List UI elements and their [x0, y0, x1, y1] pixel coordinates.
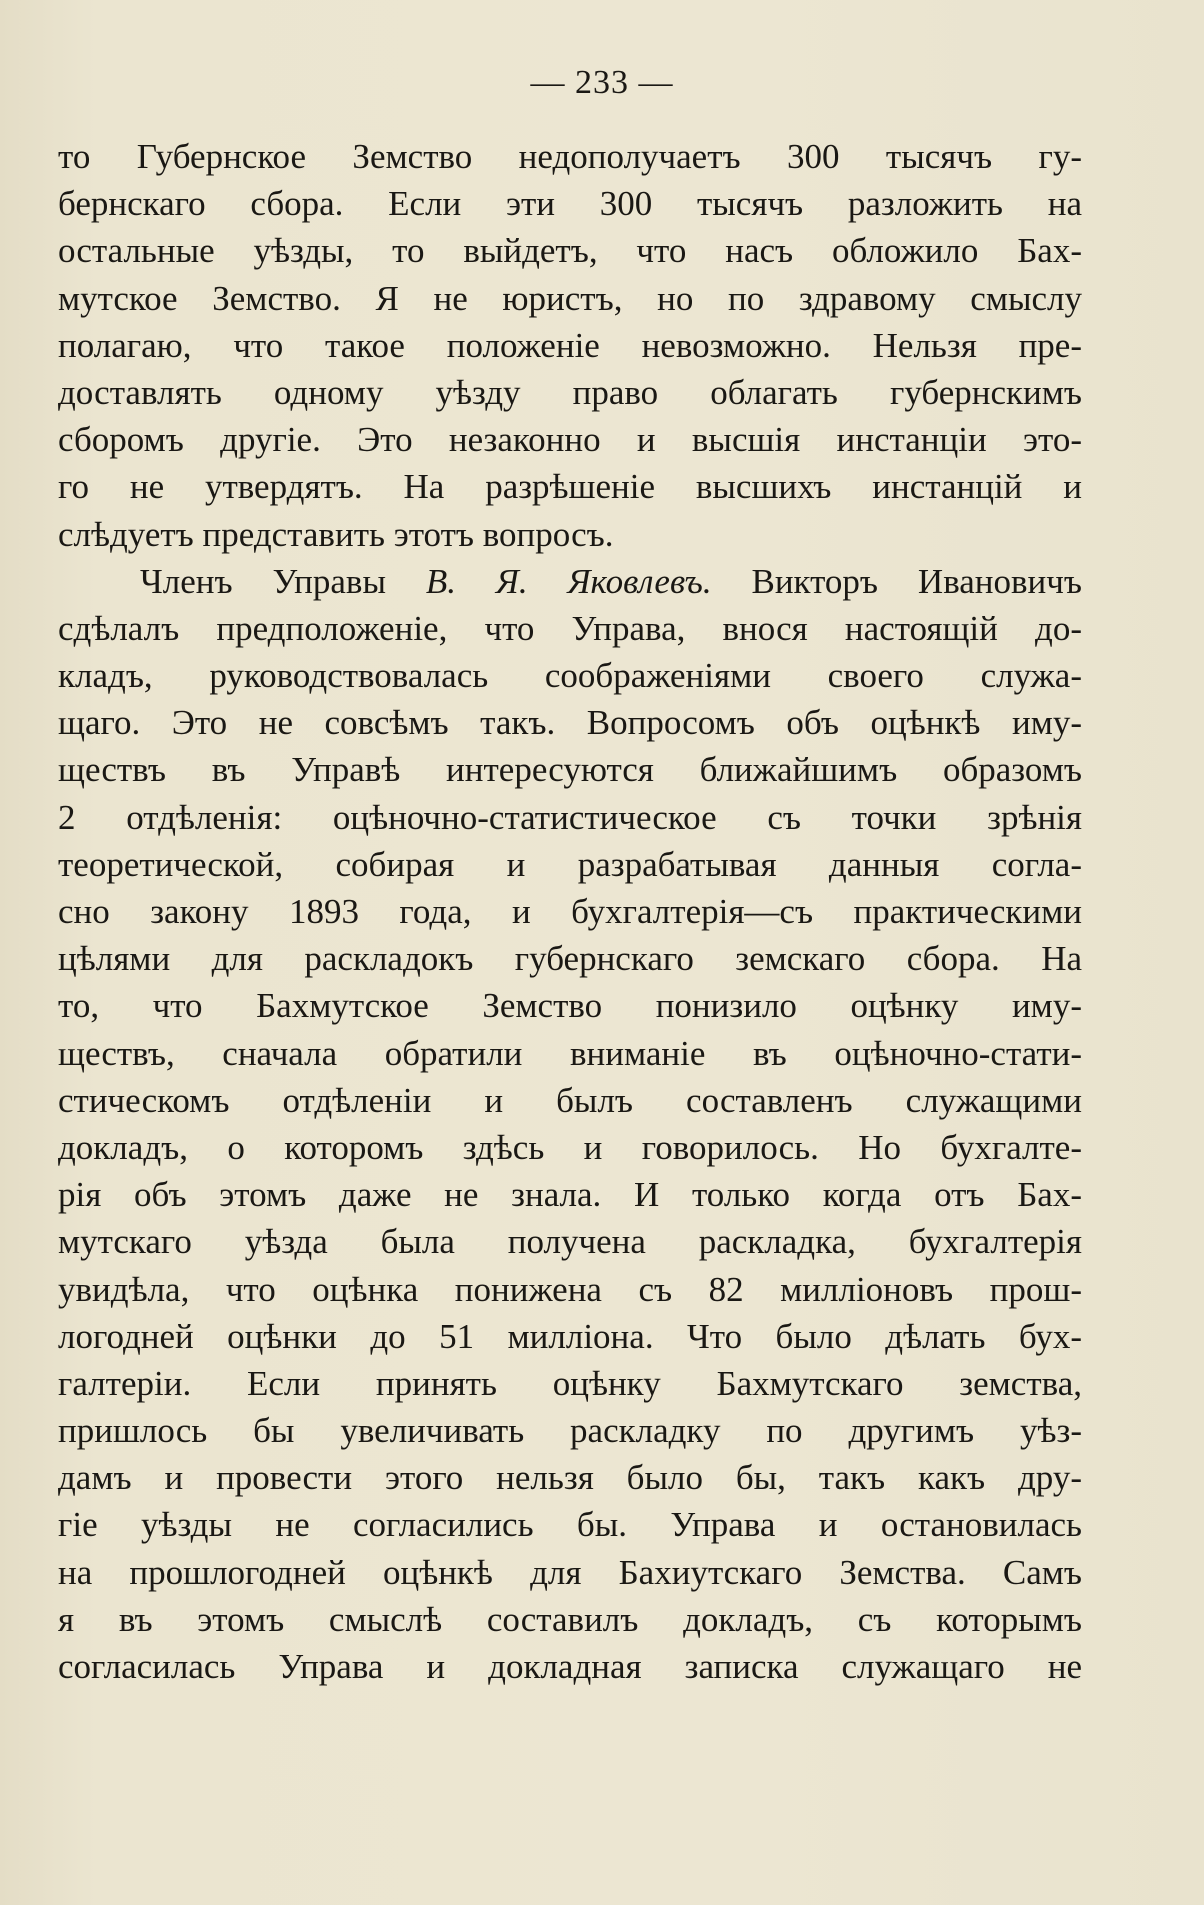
text-line: полагаю, что такое положеніе невозможно. Нельзя пре-	[58, 325, 1082, 365]
text-line: кладъ, руководствовалась соображеніями своего служа-	[58, 656, 1082, 696]
text-line: увидѣла, что оцѣнка понижена съ 82 милліоновъ прош-	[58, 1269, 1082, 1309]
speaker-intro: Членъ Управы	[140, 561, 426, 601]
text-line-speaker	[58, 558, 1082, 605]
text-line: го не утвердятъ. На разрѣшеніе высшихъ инстанцій и	[58, 467, 1082, 507]
text-line: на прошлогодней оцѣнкѣ для Бахиутскаго Земства. Самъ	[58, 1552, 1082, 1592]
body-text	[58, 133, 1082, 1690]
text-line: мутское Земство. Я не юристъ, но по здравому смыслу	[58, 278, 1082, 318]
text-line: теоретической, собирая и разрабатывая данныя согла-	[58, 844, 1082, 884]
text-line: стическомъ отдѣленіи и былъ составленъ служащими	[58, 1080, 1082, 1120]
page-number: — 233 —	[530, 64, 674, 101]
paragraph-2	[58, 558, 1082, 1691]
text-line: 2 отдѣленія: оцѣночно-статистическое съ точки зрѣнія	[58, 797, 1082, 837]
text-line: логодней оцѣнки до 51 милліона. Что было дѣлать бух-	[58, 1316, 1082, 1356]
text-line: бернскаго сбора. Если эти 300 тысячъ разложить на	[58, 184, 1082, 224]
text-line: то Губернское Земство недополучаетъ 300 тысячъ гу-	[58, 137, 1082, 176]
text-line: ществъ въ Управѣ интересуются ближайшимъ образомъ	[58, 750, 1082, 790]
text-line: галтеріи. Если принять оцѣнку Бахмутскаго земства,	[58, 1363, 1082, 1403]
text-line: рія объ этомъ даже не знала. И только когда отъ Бах-	[58, 1175, 1082, 1215]
text-line: то, что Бахмутское Земство понизило оцѣнку иму-	[58, 986, 1082, 1026]
text-line: я въ этомъ смыслѣ составилъ докладъ, съ которымъ	[58, 1599, 1082, 1639]
speaker-name: В. Я. Яковлевъ.	[425, 561, 712, 601]
paragraph-1	[58, 133, 1082, 558]
text-line: мутскаго уѣзда была получена раскладка, бухгалтерія	[58, 1222, 1082, 1262]
text-line: слѣдуетъ представить этотъ вопросъ.	[58, 514, 614, 554]
text-line: доставлять одному уѣзду право облагать губернскимъ	[58, 372, 1082, 412]
text-line: дамъ и провести этого нельзя было бы, такъ какъ дру-	[58, 1458, 1082, 1498]
text-line: сборомъ другіе. Это незаконно и высшія инстанціи это-	[58, 420, 1082, 460]
text-line: сно закону 1893 года, и бухгалтерія—съ практическими	[58, 892, 1082, 931]
text-line: сдѣлалъ предположеніе, что Управа, внося настоящій до-	[58, 608, 1082, 648]
text-line: ществъ, сначала обратили вниманіе въ оцѣночно-стати-	[58, 1033, 1082, 1073]
speaker-continuation: Викторъ Ивановичъ	[711, 561, 1082, 601]
text-line: докладъ, о которомъ здѣсь и говорилось. Но бухгалте-	[58, 1127, 1082, 1167]
text-line: щаго. Это не совсѣмъ такъ. Вопросомъ объ оцѣнкѣ иму-	[58, 703, 1082, 743]
text-line: пришлось бы увеличивать раскладку по другимъ уѣз-	[58, 1411, 1082, 1451]
text-line: гіе уѣзды не согласились бы. Управа и остановилась	[58, 1505, 1082, 1545]
text-line: согласилась Управа и докладная записка служащаго не	[58, 1647, 1082, 1686]
text-line: остальные уѣзды, то выйдетъ, что насъ обложило Бах-	[58, 231, 1082, 271]
text-line: цѣлями для раскладокъ губернскаго земскаго сбора. На	[58, 939, 1082, 979]
